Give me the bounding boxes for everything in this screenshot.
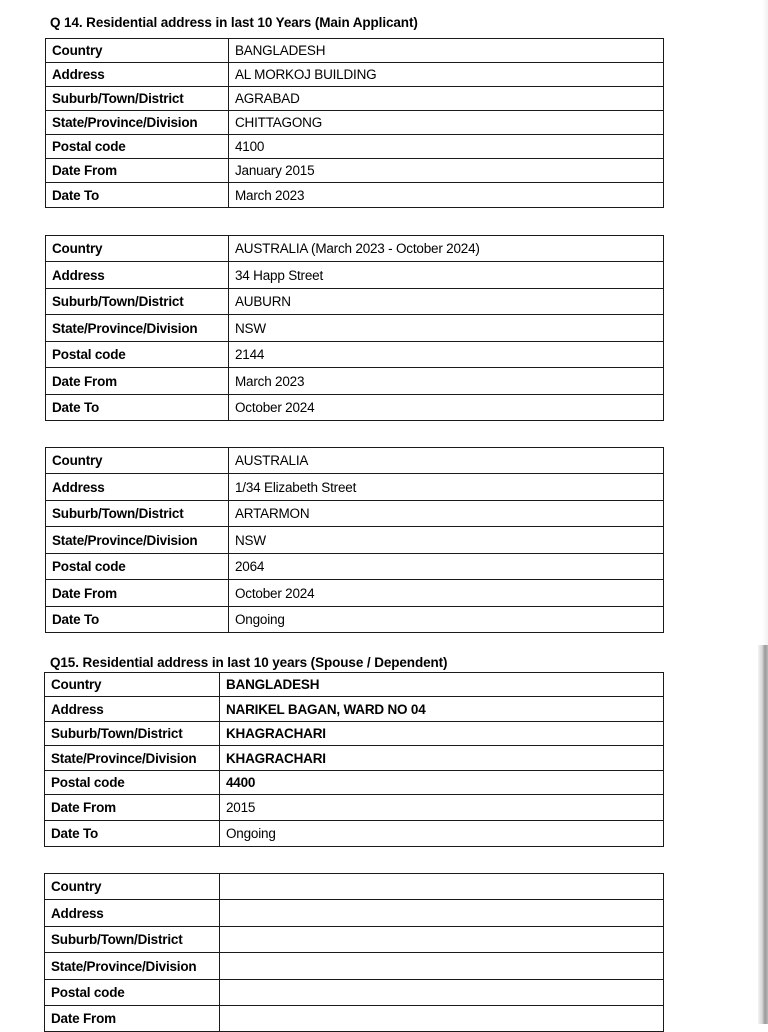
country-value: BANGLADESH [220,673,664,697]
address-value: AL MORKOJ BUILDING [229,63,664,87]
suburb-label: Suburb/Town/District [45,722,220,746]
state-row [45,953,664,980]
postal-label: Postal code [46,135,229,159]
postal-value [220,980,664,1006]
postal-label: Postal code [45,980,220,1006]
address-row [46,63,664,87]
suburb-label: Suburb/Town/District [46,87,229,111]
date-from-value: October 2024 [229,580,664,607]
address-value: 34 Happ Street [229,262,664,289]
postal-row [46,554,664,580]
country-label: Country [45,874,220,900]
country-label: Country [46,448,229,474]
q14-address-table-3 [45,447,664,633]
state-label: State/Province/Division [46,315,229,342]
postal-value: 2144 [229,342,664,368]
state-label: State/Province/Division [45,953,220,980]
suburb-value: AUBURN [229,289,664,315]
suburb-row [45,927,664,953]
country-row [45,673,664,697]
date-from-value [220,1006,664,1032]
state-value: CHITTAGONG [229,111,664,135]
postal-value: 4100 [229,135,664,159]
q15-heading: Q15. Residential address in last 10 years (Spouse / Dependent) [50,655,448,670]
date-from-row [46,159,664,183]
address-label: Address [45,900,220,927]
suburb-value: KHAGRACHARI [220,722,664,746]
date-to-row [45,821,664,847]
postal-row [45,771,664,795]
state-row [46,111,664,135]
suburb-label: Suburb/Town/District [45,927,220,953]
country-label: Country [46,39,229,63]
address-label: Address [45,697,220,722]
address-label: Address [46,262,229,289]
date-from-label: Date From [46,159,229,183]
date-from-value: January 2015 [229,159,664,183]
date-to-label: Date To [46,183,229,208]
address-row [46,474,664,501]
suburb-value: AGRABAD [229,87,664,111]
q15-address-table-2 [44,873,664,1032]
country-value [220,874,664,900]
state-row [46,315,664,342]
country-label: Country [45,673,220,697]
suburb-row [46,289,664,315]
suburb-row [45,722,664,746]
state-label: State/Province/Division [46,111,229,135]
postal-row [46,342,664,368]
q14-address-table-2 [45,235,664,421]
q15-address-table-1 [44,672,664,847]
country-row [46,236,664,262]
postal-value: 4400 [220,771,664,795]
date-from-row [46,368,664,395]
date-to-label: Date To [46,395,229,421]
suburb-value: ARTARMON [229,501,664,527]
date-from-value: March 2023 [229,368,664,395]
address-value: 1/34 Elizabeth Street [229,474,664,501]
suburb-label: Suburb/Town/District [46,501,229,527]
address-label: Address [46,63,229,87]
q14-address-table-1 [45,38,664,208]
date-to-row [46,183,664,208]
date-from-value: 2015 [220,795,664,821]
state-label: State/Province/Division [46,527,229,554]
state-row [45,746,664,771]
page-edge-shadow [758,645,768,1024]
country-value: BANGLADESH [229,39,664,63]
date-to-row [46,395,664,421]
date-from-label: Date From [45,1006,220,1032]
address-value [220,900,664,927]
postal-row [45,980,664,1006]
suburb-value [220,927,664,953]
date-to-label: Date To [45,821,220,847]
state-value: KHAGRACHARI [220,746,664,771]
postal-value: 2064 [229,554,664,580]
address-row [45,900,664,927]
address-value: NARIKEL BAGAN, WARD NO 04 [220,697,664,722]
address-row [45,697,664,722]
postal-label: Postal code [45,771,220,795]
state-value: NSW [229,315,664,342]
country-row [45,874,664,900]
country-value: AUSTRALIA (March 2023 - October 2024) [229,236,664,262]
suburb-row [46,501,664,527]
date-to-value: Ongoing [229,607,664,633]
postal-label: Postal code [46,554,229,580]
date-from-label: Date From [46,580,229,607]
date-to-value: Ongoing [220,821,664,847]
q14-heading: Q 14. Residential address in last 10 Years (Main Applicant) [50,15,418,30]
country-row [46,39,664,63]
postal-row [46,135,664,159]
date-from-row [45,795,664,821]
page-edge-top [762,0,768,645]
date-to-value: October 2024 [229,395,664,421]
country-value: AUSTRALIA [229,448,664,474]
date-from-label: Date From [45,795,220,821]
date-to-row [46,607,664,633]
suburb-row [46,87,664,111]
date-from-row [46,580,664,607]
date-from-row [45,1006,664,1032]
suburb-label: Suburb/Town/District [46,289,229,315]
postal-label: Postal code [46,342,229,368]
date-from-label: Date From [46,368,229,395]
state-value [220,953,664,980]
address-label: Address [46,474,229,501]
date-to-value: March 2023 [229,183,664,208]
state-row [46,527,664,554]
address-row [46,262,664,289]
country-row [46,448,664,474]
date-to-label: Date To [46,607,229,633]
country-label: Country [46,236,229,262]
state-value: NSW [229,527,664,554]
state-label: State/Province/Division [45,746,220,771]
